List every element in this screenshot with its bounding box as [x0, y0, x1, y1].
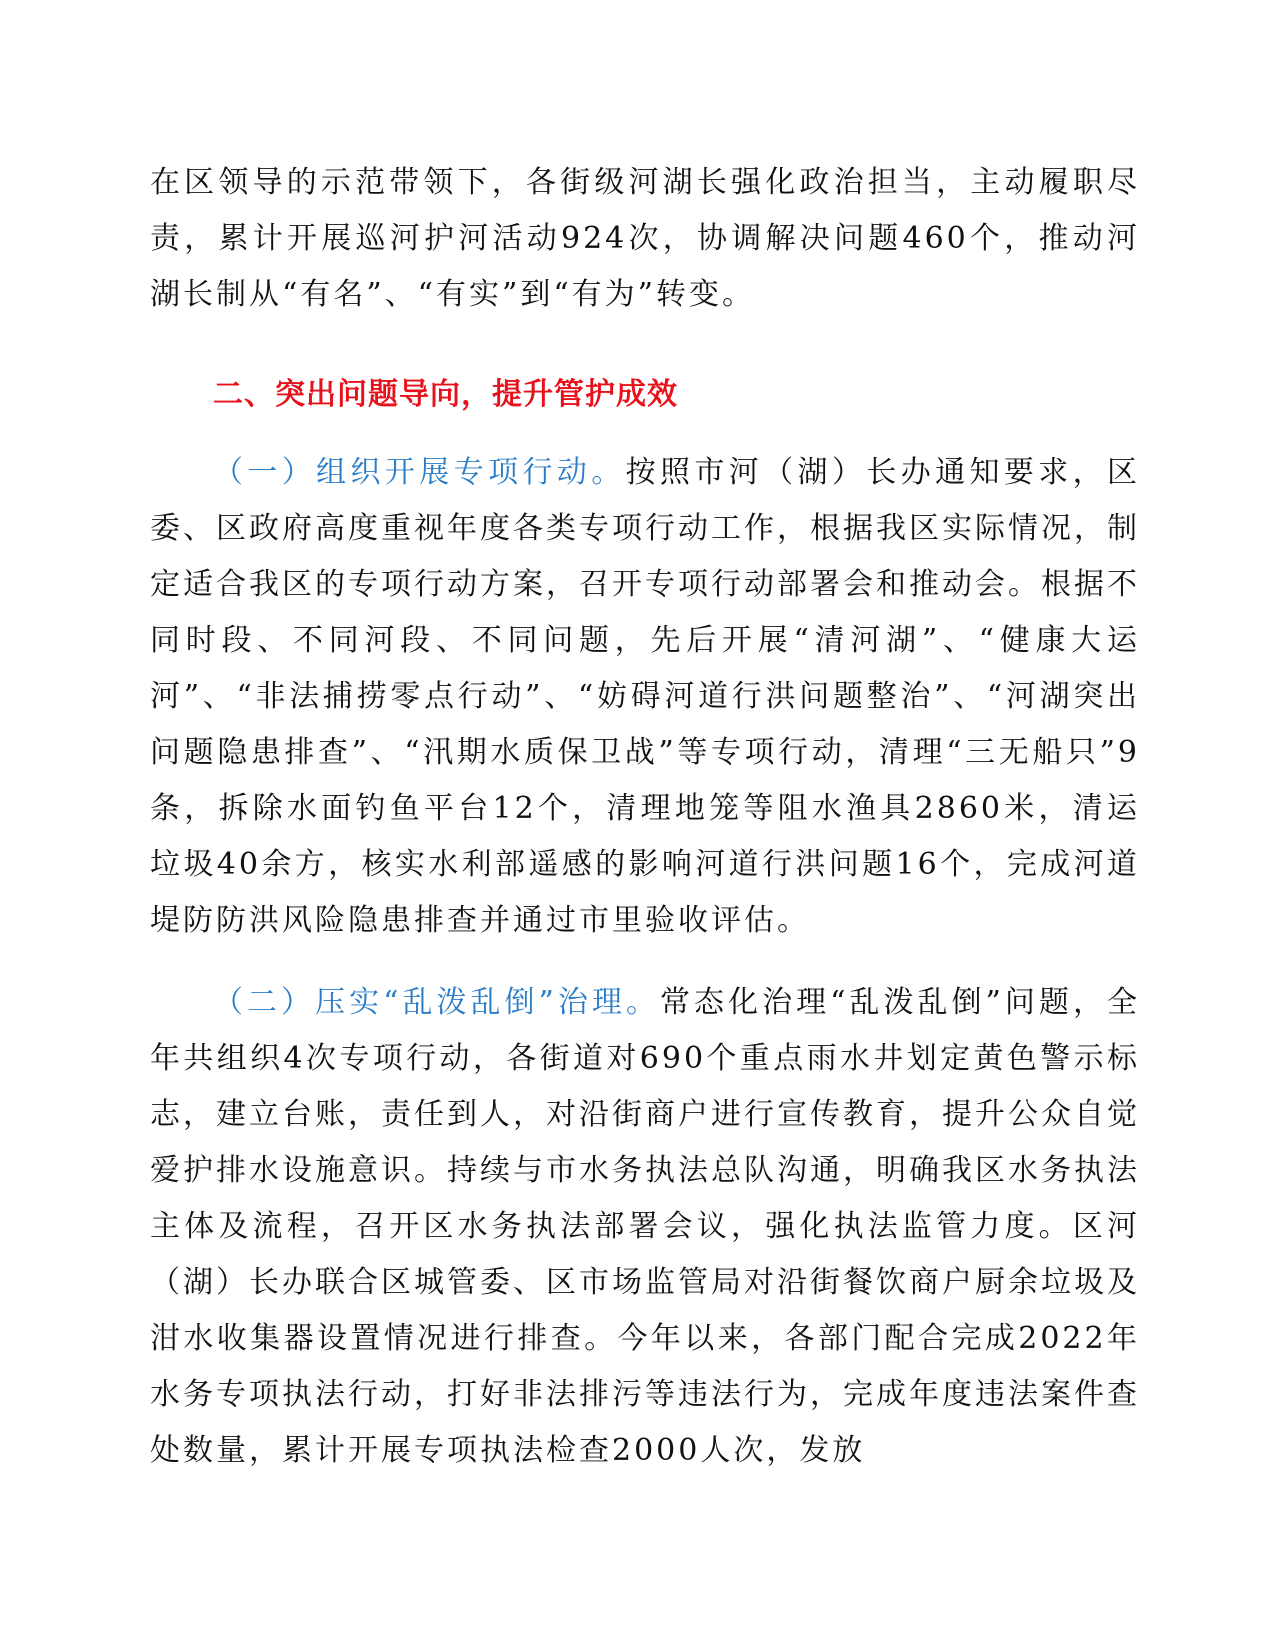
item-body-2: 常态化治理“乱泼乱倒”问题，全年共组织4次专项行动，各街道对690个重点雨水井划定黄色警示标志，建立台账，责任到人，对沿街商户进行宣传教育，提升公众自觉爱护排水设施意识。持续与市水务执法总队沟通，明确我区水务执法主体及流程，召开区水务执法部署会议，强化执法监管力度。区河（湖）长办联合区城管委、区市场监管局对沿街餐饮商户厨余垃圾及泔水收集器设置情况进行排查。今年以来，各部门配合完成2022年水务专项执法行动，打好非法排污等违法行为，完成年度违法案件查处数量，累计开展专项执法检查2000人次，发放	[150, 985, 1140, 1468]
spacer	[150, 949, 1140, 975]
item-heading-1: （一）组织开展专项行动。	[213, 455, 626, 490]
document-page	[150, 155, 1140, 1479]
item-heading-2: （二）压实“乱泼乱倒”治理。	[213, 985, 660, 1020]
item-paragraph-2	[150, 975, 1140, 1479]
section-heading: 二、突出问题导向，提升管护成效	[213, 377, 678, 412]
item-body-1: 按照市河（湖）长办通知要求，区委、区政府高度重视年度各类专项行动工作，根据我区实际情况，制定适合我区的专项行动方案，召开专项行动部署会和推动会。根据不同时段、不同河段、不同问题，先后开展“清河湖”、“健康大运河”、“非法捕捞零点行动”、“妨碍河道行洪问题整治”、“河湖突出问题隐患排查”、“汛期水质保卫战”等专项行动，清理“三无船只”9条，拆除水面钓鱼平台12个，清理地笼等阻水渔具2860米，清运垃圾40余方，核实水利部遥感的影响河道行洪问题16个，完成河道堤防防洪风险隐患排查并通过市里验收评估。	[150, 455, 1141, 938]
item-paragraph-1	[150, 445, 1140, 949]
intro-paragraph: 在区领导的示范带领下，各街级河湖长强化政治担当，主动履职尽责，累计开展巡河护河活动924次，协调解决问题460个，推动河湖长制从“有名”、“有实”到“有为”转变。	[150, 165, 1140, 312]
spacer	[150, 323, 1140, 349]
